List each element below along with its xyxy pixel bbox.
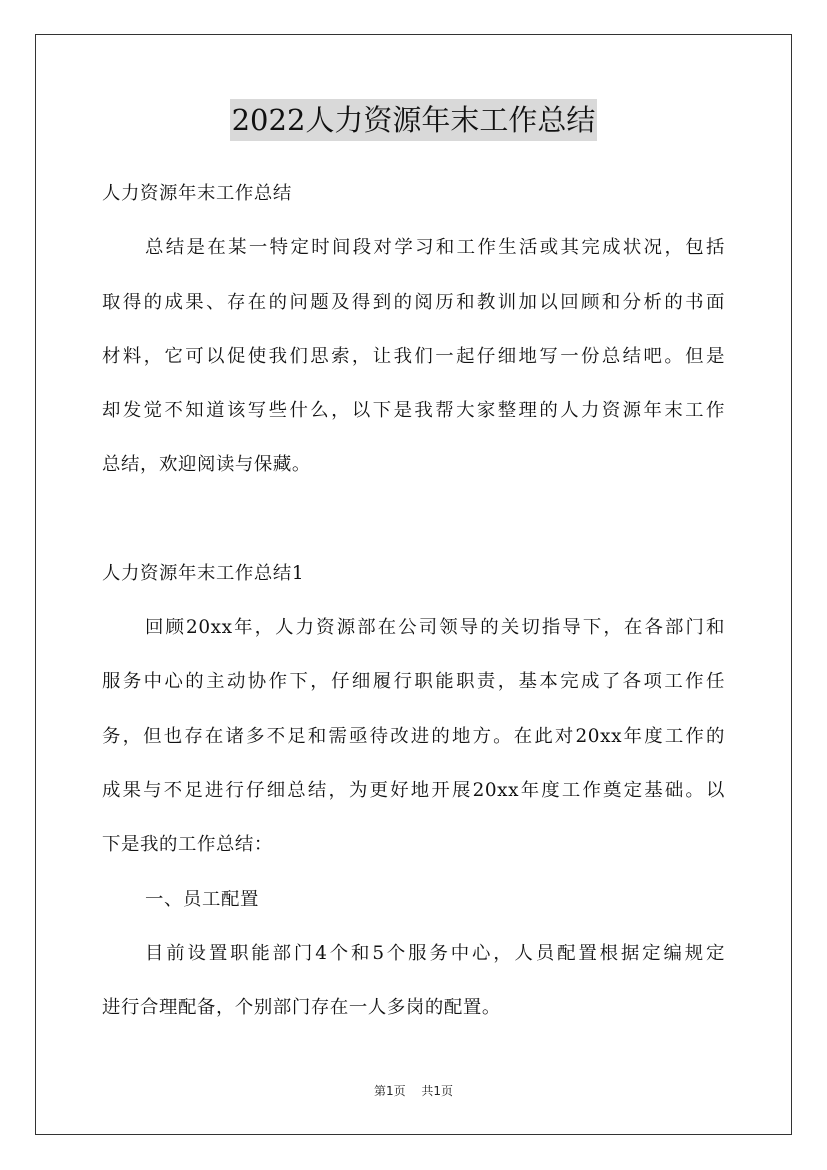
intro-line-2: 取得的成果、存在的问题及得到的阅历和教训加以回顾和分析的书面 <box>102 291 725 313</box>
page-number: 第1页 <box>373 1084 406 1098</box>
document-body <box>102 174 725 1042</box>
section-heading-1: 人力资源年末工作总结1 <box>102 562 305 584</box>
body-line-3: 务，但也存在诸多不足和需亟待改进的地方。在此对20xx年度工作的 <box>102 725 725 747</box>
body-line-4: 成果与不足进行仔细总结，为更好地开展20xx年度工作奠定基础。以 <box>102 779 725 801</box>
sub-line-1: 目前设置职能部门4个和5个服务中心，人员配置根据定编规定 <box>145 942 725 964</box>
title-container <box>0 99 827 141</box>
intro-line-1: 总结是在某一特定时间段对学习和工作生活或其完成状况，包括 <box>145 237 725 259</box>
intro-line-5: 总结，欢迎阅读与保藏。 <box>102 454 311 476</box>
paragraph-spacer <box>102 500 725 554</box>
body-line-2: 服务中心的主动协作下，仔细履行职能职责，基本完成了各项工作任 <box>102 671 725 693</box>
page-footer <box>0 1082 827 1099</box>
page-total: 共1页 <box>421 1084 454 1098</box>
intro-line-3: 材料，它可以促使我们思索，让我们一起仔细地写一份总结吧。但是 <box>102 345 725 367</box>
sub-line-2: 进行合理配备，个别部门存在一人多岗的配置。 <box>102 997 501 1019</box>
body-line-5: 下是我的工作总结： <box>102 834 273 856</box>
body-line-1: 回顾20xx年，人力资源部在公司领导的关切指导下，在各部门和 <box>145 617 725 639</box>
document-title: 2022人力资源年末工作总结 <box>230 99 598 141</box>
subheading-staff-allocation: 一、员工配置 <box>145 888 259 910</box>
intro-line-4: 却发觉不知道该写些什么，以下是我帮大家整理的人力资源年末工作 <box>102 400 725 422</box>
section-heading-main: 人力资源年末工作总结 <box>102 183 292 204</box>
